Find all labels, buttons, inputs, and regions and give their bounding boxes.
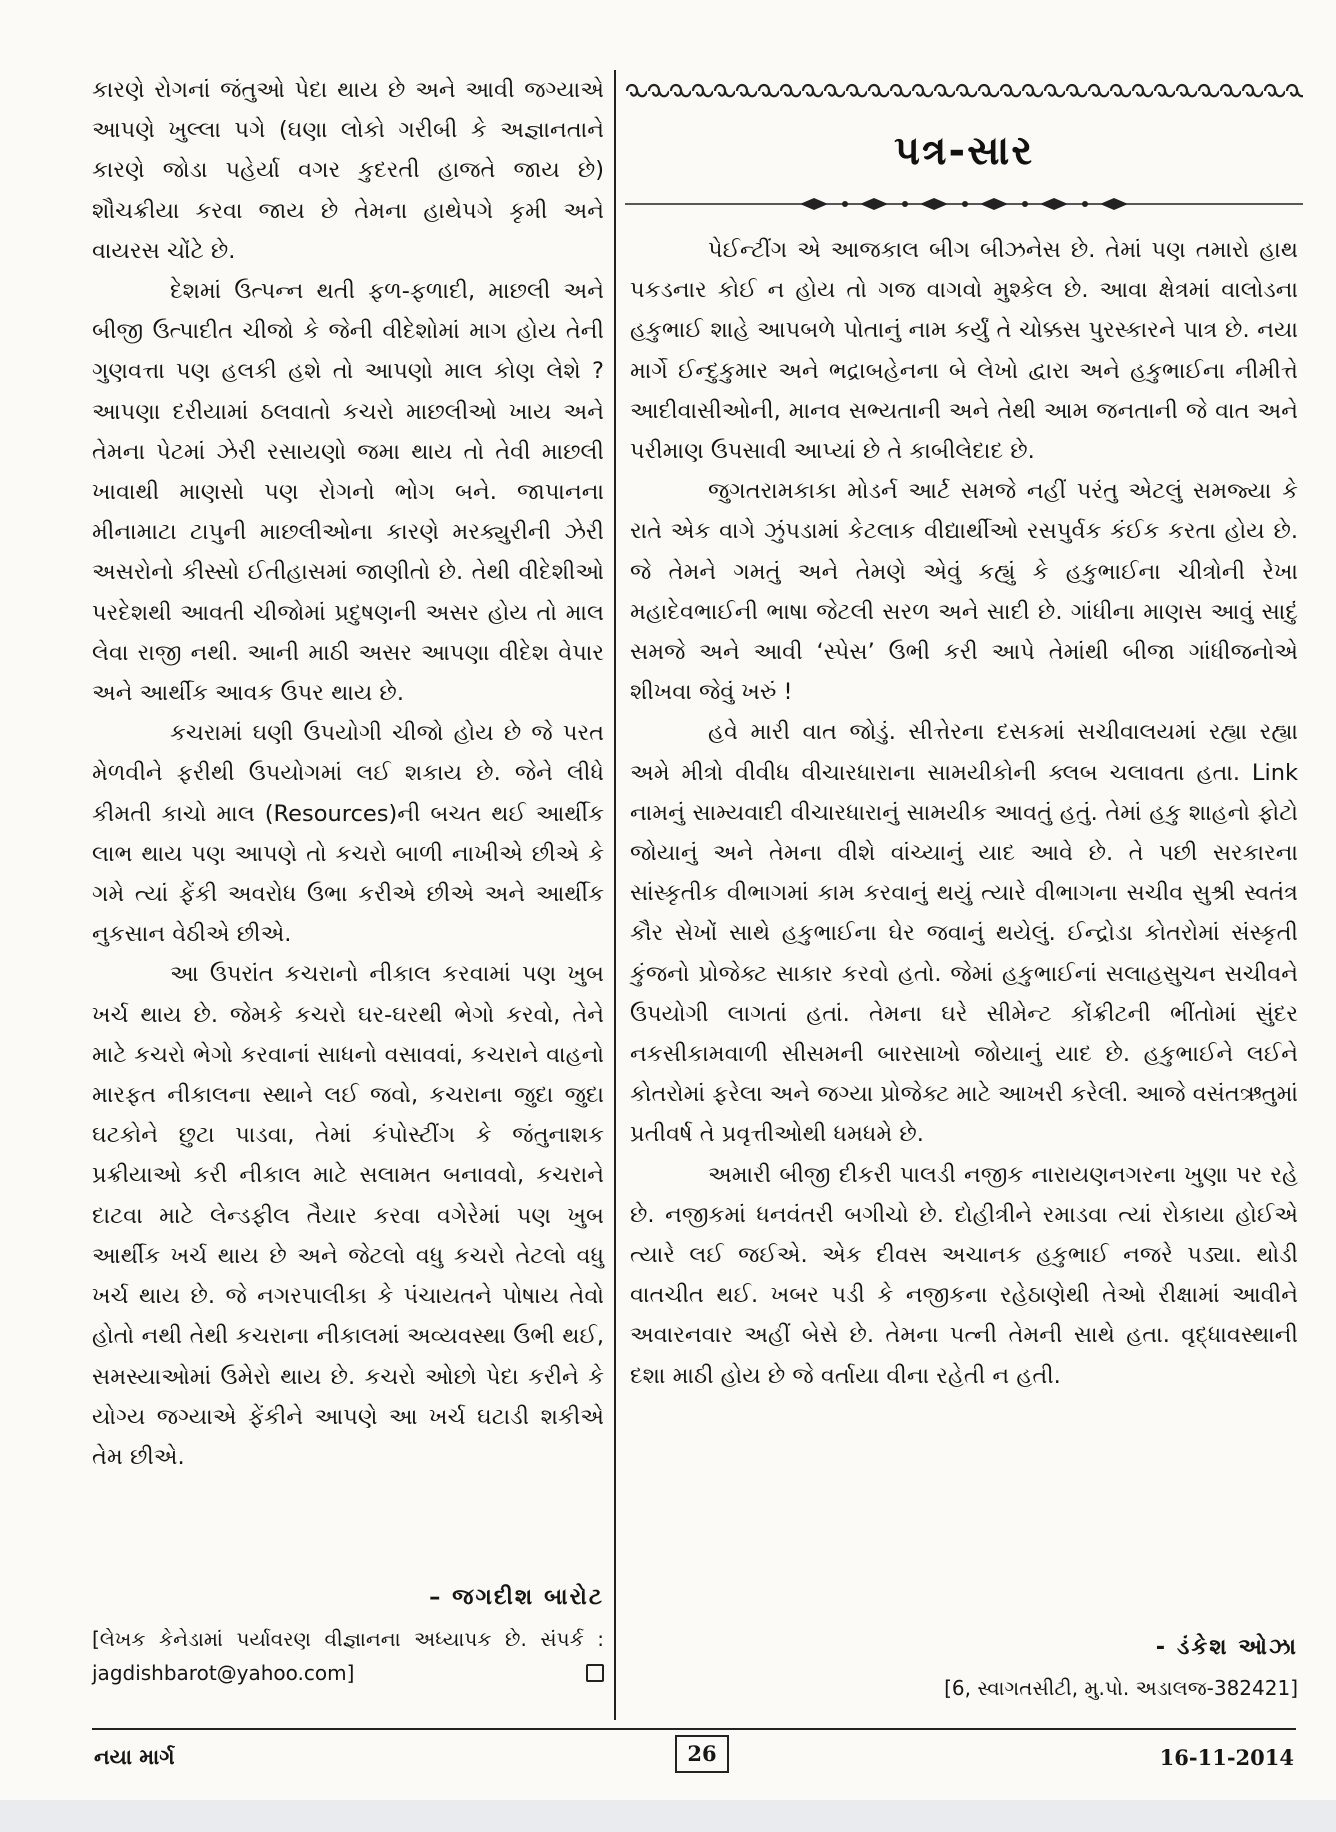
author-address: [6, સ્વાગતસીટી, મુ.પો. અડાલજ-382421] [944,1676,1298,1700]
page-number: 26 [675,1735,729,1773]
title-ornament-icon [625,192,1303,216]
issue-date: 16-11-2014 [1159,1745,1294,1770]
left-paragraph-1: કારણે રોગનાં જંતુઓ પેદા થાય છે અને આવી જગ્યાએ આપણે ખુલ્લા પગે (ઘણા લોકો ગરીબી કે અજ્ઞાનતાને કારણે જોડા પહેર્યા વગર કુદરતી હાજતે જાય છે) શૌચક્રીયા કરવા જાય છે તેમના હાથેપગે કૃમી અને વાયરસ ચોંટે છે. [92,77,604,264]
right-paragraph-4: અમારી બીજી દીકરી પાલડી નજીક નારાયણનગરના ખુણા પર રહે છે. નજીકમાં ધનવંતરી બગીચો છે. દોહીત્રીને રમાડવા ત્યાં રોકાયા હોઈએ ત્યારે લઈ જઈએ. એક દીવસ અચાનક હકુભાઈ નજરે પડ્યા. થોડી વાતચીત થઈ. ખબર પડી કે નજીકના રહેઠાણેથી તેઓ રીક્ષામાં આવીને અવારનવાર અહીં બેસે છે. તેમના પત્ની તેમની સાથે હતા. વૃદ્ધાવસ્થાની દશા માઠી હોય છે જે વર્તાયા વીના રહેતી ન હતી. [630,1161,1298,1389]
author-note [92,1622,604,1690]
magazine-name: નયા માર્ગ [94,1745,175,1769]
left-paragraph-4: આ ઉપરાંત કચરાનો નીકાલ કરવામાં પણ ખુબ ખર્ચ થાય છે. જેમકે કચરો ઘર-ઘરથી ભેગો કરવો, તેને માટે કચરો ભેગો કરવાનાં સાધનો વસાવવાં, કચરાને વાહનો મારફત નીકાલના સ્થાને લઈ જવો, કચરાના જુદા જુદા ઘટકોને છુટા પાડવા, તેમાં કંપોસ્ટીંગ કે જંતુનાશક પ્રક્રીયાઓ કરી નીકાલ માટે સલામત બનાવવો, કચરાને દાટવા માટે લેન્ડફીલ તૈયાર કરવા વગેરેમાં પણ ખુબ આર્થીક ખર્ચ થાય છે અને જેટલો વધુ કચરો તેટલો વધુ ખર્ચ થાય છે. જે નગરપાલીકા કે પંચાયતને પોષાય તેવો હોતો નથી તેથી કચરાના નીકાલમાં અવ્યવસ્થા ઉભી થઈ, સમસ્યાઓમાં ઉમેરો થાય છે. કચરો ઓછો પેદા કરીને કે યોગ્ય જગ્યાએ ફેંકીને આપણે આ ખર્ચ ઘટાડી શકીએ તેમ છીએ. [92,961,604,1470]
footer-rule [92,1728,1296,1730]
right-author-signature: - ડંકેશ ઓઝા [1155,1634,1298,1660]
left-paragraph-2: દેશમાં ઉત્પન્ન થતી ફળ-ફળાદી, માછલી અને બીજી ઉત્પાદીત ચીજો કે જેની વીદેશોમાં માગ હોય તેની ગુણવત્તા પણ હલકી હશે તો આપણો માલ કોણ લેશે ? આપણા દરીયામાં ઠલવાતો કચરો માછલીઓ ખાય અને તેમના પેટમાં ઝેરી રસાયણો જમા થાય તો તેવી માછલી ખાવાથી માણસો પણ રોગનો ભોગ બને. જાપાનના મીનામાટા ટાપુની માછલીઓના કારણે મરક્યુરીની ઝેરી અસરોનો કીસ્સો ઈતીહાસમાં જાણીતો છે. તેથી વીદેશીઓ પરદેશથી આવતી ચીજોમાં પ્રદુષણની અસર હોય તો માલ લેવા રાજી નથી. આની માઠી અસર આપણા વીદેશ વેપાર અને આર્થીક આવક ઉપર થાય છે. [92,278,604,707]
column-divider [614,70,616,1720]
right-column [630,230,1298,1396]
decorative-border-icon [625,80,1303,102]
right-paragraph-2: જુગતરામકાકા મોડર્ન આર્ટ સમજે નહીં પરંતુ એટલું સમજ્યા કે રાતે એક વાગે ઝુંપડામાં કેટલાક વીદ્યાર્થીઓ રસપુર્વક કંઈક કરતા હોય છે. જે તેમને ગમતું અને તેમણે એવું કહ્યું કે હકુભાઈના ચીત્રોની રેખા મહાદેવભાઈની ભાષા જેટલી સરળ અને સાદી છે. ગાંધીના માણસ આવું સાદું સમજે અને આવી ‘સ્પેસ’ ઉભી કરી આપે તેમાંથી બીજા ગાંધીજનોએ શીખવા જેવું ખરું ! [630,478,1298,706]
left-author-signature: – જગદીશ બારોટ [429,1584,604,1610]
section-title: પત્ર-સાર [893,128,1035,174]
left-column [92,70,604,1477]
author-note-text: [લેખક કેનેડામાં પર્યાવરણ વીજ્ઞાનના અધ્યાપક છે. સંપર્ક : jagdishbarot@yahoo.com] [92,1627,604,1685]
right-paragraph-1: પેઈન્ટીંગ એ આજકાલ બીગ બીઝનેસ છે. તેમાં પણ તમારો હાથ પકડનાર કોઈ ન હોય તો ગજ વાગવો મુશ્કેલ છે. આવા ક્ષેત્રમાં વાલોડના હકુભાઈ શાહે આપબળે પોતાનું નામ કર્યું તે ચોક્કસ પુરસ્કારને પાત્ર છે. નયા માર્ગે ઈન્દુકુમાર અને ભદ્રાબહેનના બે લેખો દ્વારા અને હકુભાઈના નીમીત્તે આદીવાસીઓની, માનવ સભ્યતાની અને તેથી આમ જનતાની જે વાત અને પરીમાણ ઉપસાવી આપ્યાં છે તે કાબીલેદાદ છે. [630,237,1298,465]
right-paragraph-3: હવે મારી વાત જોડું. સીત્તેરના દસકમાં સચીવાલયમાં રહ્યા રહ્યા અમે મીત્રો વીવીધ વીચારધારાના સામયીકોની ક્લબ ચલાવતા હતા. Link નામનું સામ્યવાદી વીચારધારાનું સામયીક આવતું હતું. તેમાં હકુ શાહનો ફોટો જોયાનું અને તેમના વીશે વાંચ્યાનું યાદ આવે છે. તે પછી સરકારના સાંસ્કૃતીક વીભાગમાં કામ કરવાનું થયું ત્યારે વીભાગના સચીવ સુશ્રી સ્વતંત્ર કૌર સેખોં સાથે હકુભાઈના ઘેર જવાનું થયેલું. ઈન્દ્રોડા કોતરોમાં સંસ્કૃતી કુંજનો પ્રોજેક્ટ સાકાર કરવો હતો. જેમાં હકુભાઈનાં સલાહસુચન સચીવને ઉપયોગી લાગતાં હતાં. તેમના ઘરે સીમેન્ટ કોંક્રીટની ભીંતોમાં સુંદર નકસીકામવાળી સીસમની બારસાખો જોયાનું યાદ છે. હકુભાઈને લઈને કોતરોમાં ફરેલા અને જગ્યા પ્રોજેક્ટ માટે આખરી કરેલી. આજે વસંતઋતુમાં પ્રતીવર્ષ તે પ્રવૃત્તીઓથી ધમધમે છે. [630,719,1298,1148]
end-mark-icon [586,1664,604,1682]
scan-edge [0,1800,1336,1832]
left-paragraph-3: કચરામાં ઘણી ઉપયોગી ચીજો હોય છે જે પરત મેળવીને ફરીથી ઉપયોગમાં લઈ શકાય છે. જેને લીધે કીમતી કાચો માલ (Resources)ની બચત થઈ આર્થીક લાભ થાય પણ આપણે તો કચરો બાળી નાખીએ છીએ કે ગમે ત્યાં ફેંકી અવરોધ ઉભા કરીએ છીએ અને આર્થીક નુકસાન વેઠીએ છીએ. [92,720,604,948]
